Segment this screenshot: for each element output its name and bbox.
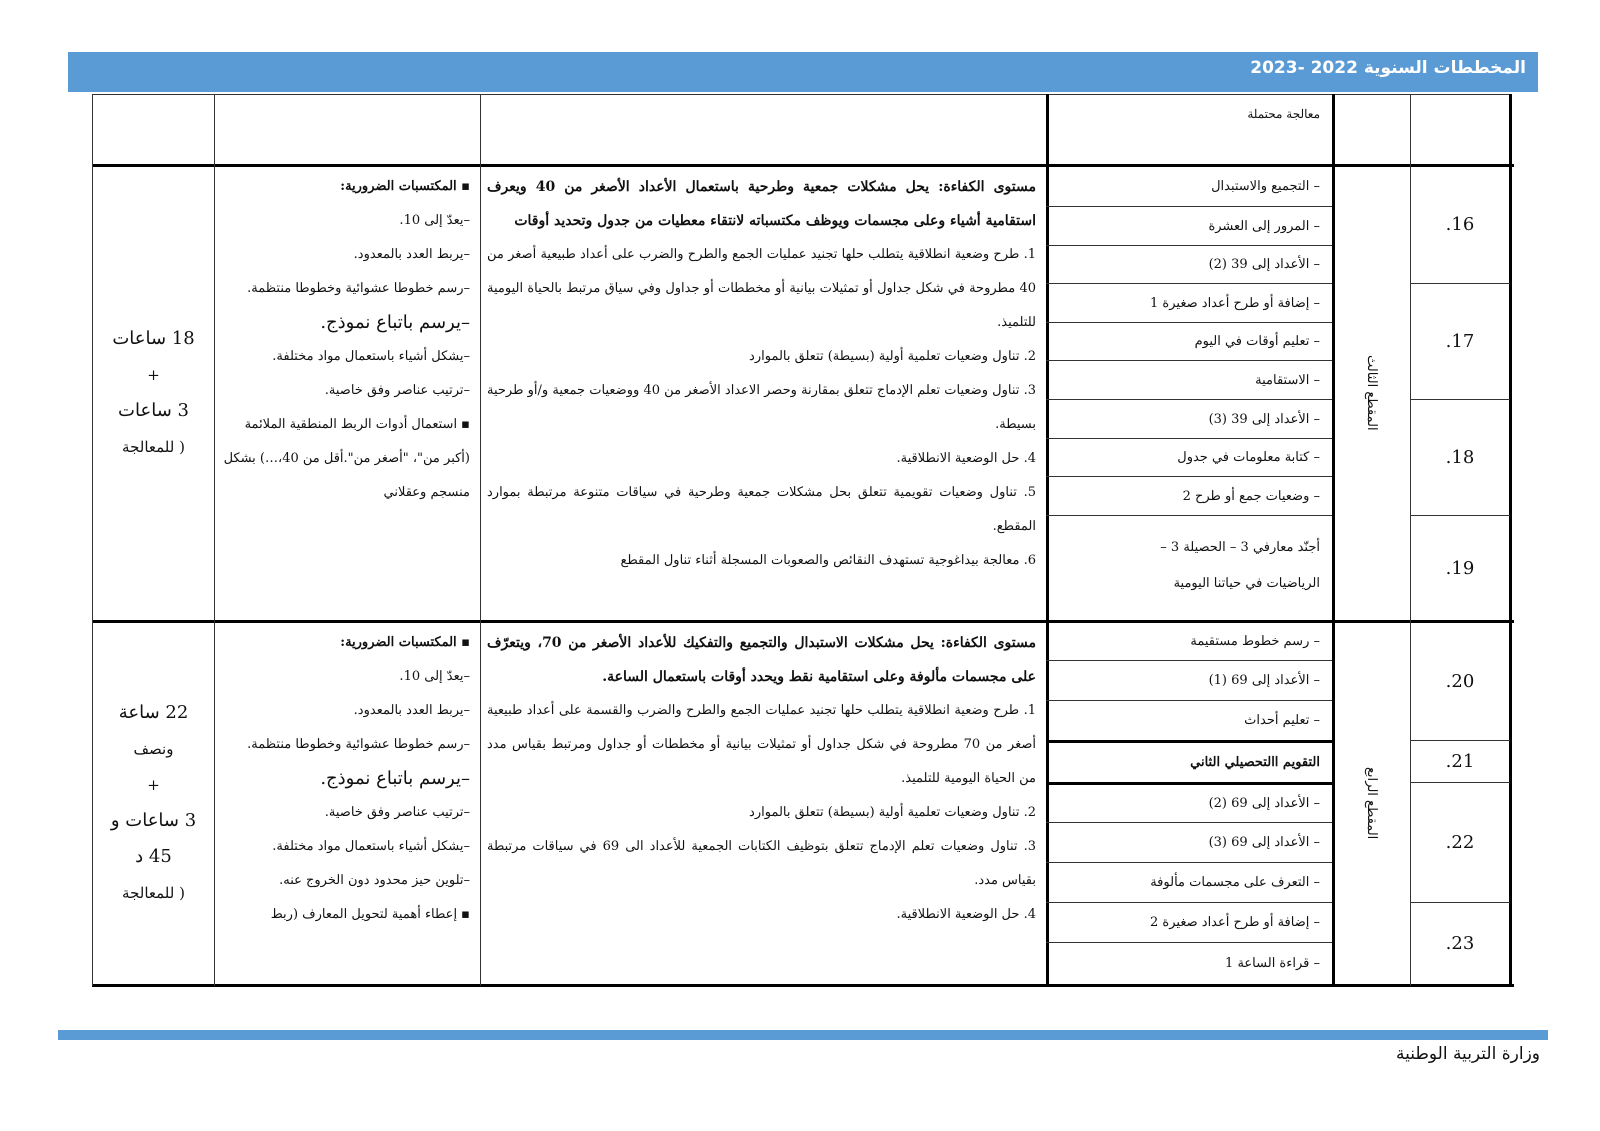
duration-3: 18 ساعات + 3 ساعات ( للمعالجة — [112, 328, 195, 456]
period-label-3: المقطع الثالث — [1364, 355, 1379, 431]
learning-content-3: مستوى الكفاءة: يحل مشكلات جمعية وطرحية باستعمال الأعداد الأصغر من 40 ويعرف استقامية أشياء وعلى مجسمات ويوظف مكتسباته لانتقاء معطيات من جدول وتحديد أوقات 1. طرح وضعية انطلاقية يتطلب حلها تجنيد عمليات الجمع والطرح والضرب على أعداد طبيعية أصغر من 40 مطروحة في شكل جداول أو تمثيلات بيانية أو مخططات أو جداول وفي سياق مرتبط بالحياة اليومية للتلميذ. 2. تناول وضعيات تعلمية أولية (بسيطة) تتعلق بالموارد 3. تناول وضعيات تعلم الإدماج تتعلق بمقارنة وحصر الاعداد الأصغر من 40 ووضعيات جمعية و/أو طرحية بسيطة. 4. حل الوضعية الانطلاقية. 5. تناول وضعيات تقويمية تتعلق بحل مشكلات جمعية وطرحية في سياقات متنوعة مرتبطة بموارد المقطع. 6. معالجة بيداغوجية تستهدف النقائص والصعوبات المسجلة أثناء تناول المقطع — [487, 179, 1036, 568]
duration-4: 22 ساعة ونصف + 3 ساعات و 45 د ( للمعالجة — [110, 702, 197, 902]
period-label-4: المقطع الرابع — [1364, 766, 1379, 840]
lesson-item: – التعرف على مجسمات مألوفة — [1150, 875, 1320, 890]
lesson-item: – التجميع والاستبدال — [1211, 178, 1320, 194]
lesson-item: – كتابة معلومات في جدول — [1177, 450, 1320, 465]
remediation-label: معالجة محتملة — [1247, 107, 1320, 121]
lesson-number: .16 — [1445, 214, 1475, 235]
assessment-item: التقويم االتحصيلي الثاني — [1190, 755, 1320, 770]
lesson-number: .17 — [1445, 331, 1475, 352]
lesson-number: .23 — [1445, 933, 1475, 954]
lesson-number: .20 — [1445, 670, 1475, 692]
lesson-item: – الأعداد إلى 69 (3) — [1208, 835, 1320, 850]
document-title: المخططات السنوية 2022 -2023 — [1250, 58, 1526, 78]
lesson-item: – قراءة الساعة 1 — [1225, 955, 1320, 971]
header-band — [68, 52, 1538, 92]
prerequisites-3: ▪ المكتسبات الضرورية: –يعدّ إلى 10. –يربط العدد بالمعدود. –رسم خطوطا عشوائية وخطوطا منتظمة. –يرسم باتباع نموذج. –يشكل أشياء باستعمال مواد مختلفة. –ترتيب عناصر وفق خاصية. ▪ استعمال أدوات الربط المنطقية الملائمة (أكبر من"، "أصغر من".أقل من 40،…) بشكل منسجم وعقلاني — [223, 179, 470, 500]
ministry-name: وزارة التربية الوطنية — [1395, 1044, 1540, 1064]
lesson-item: – الأعداد إلى 39 (3) — [1208, 411, 1320, 427]
lesson-number: .21 — [1445, 751, 1475, 772]
lesson-number: .18 — [1445, 447, 1475, 468]
lesson-item: – رسم خطوط مستقيمة — [1190, 633, 1320, 649]
lesson-item: – وضعيات جمع أو طرح 2 — [1182, 488, 1320, 504]
lesson-item: – تعليم أوقات في اليوم — [1194, 334, 1320, 349]
lesson-item: – إضافة أو طرح أعداد صغيرة 1 — [1150, 295, 1320, 311]
lesson-item: – الأعداد إلى 39 (2) — [1208, 257, 1320, 272]
lesson-item-integration: أجنّد معارفي 3 – الحصيلة 3 – الرياضيات في حياتنا اليومية — [1160, 540, 1320, 591]
footer-band — [58, 1030, 1548, 1040]
lesson-item: – المرور إلى العشرة — [1208, 218, 1320, 234]
prerequisites-4: ▪ المكتسبات الضرورية: –يعدّ إلى 10. –يربط العدد بالمعدود. –رسم خطوطا عشوائية وخطوطا منتظمة. –يرسم باتباع نموذج. –ترتيب عناصر وفق خاصية. –يشكل أشياء باستعمال مواد مختلفة. –تلوين حيز محدود دون الخروج عنه. ▪ إعطاء أهمية لتحويل المعارف (ربط — [247, 635, 470, 922]
lesson-item: – الاستقامية — [1255, 372, 1320, 388]
lesson-item: – الأعداد إلى 69 (2) — [1208, 796, 1320, 811]
learning-content-4: مستوى الكفاءة: يحل مشكلات الاستبدال والتجميع والتفكيك للأعداد الأصغر من 70، ويتعرّف على مجسمات مألوفة وعلى استقامية نقط ويحدد أوقات باستعمال الساعة. 1. طرح وضعية انطلاقية يتطلب حلها تجنيد عمليات الجمع والطرح والضرب والقسمة على أعداد طبيعية أصغر من 70 مطروحة في شكل جداول أو تمثيلات بيانية أو مخططات أو جداول ومرتبط بقياس مدد من الحياة اليومية للتلميذ. 2. تناول وضعيات تعلمية أولية (بسيطة) تتعلق بالموارد 3. تناول وضعيات تعلم الإدماج تتعلق بتوظيف الكتابات الجمعية للأعداد الى 69 في سياقات مرتبطة بقياس مدد. 4. حل الوضعية الانطلاقية. — [487, 635, 1036, 922]
lesson-number: .22 — [1445, 832, 1475, 853]
lesson-number: .19 — [1445, 557, 1475, 579]
lesson-item: – إضافة أو طرح أعداد صغيرة 2 — [1150, 915, 1320, 930]
lesson-item: – الأعداد إلى 69 (1) — [1208, 673, 1320, 688]
lesson-item: – تعليم أحداث — [1244, 713, 1320, 728]
